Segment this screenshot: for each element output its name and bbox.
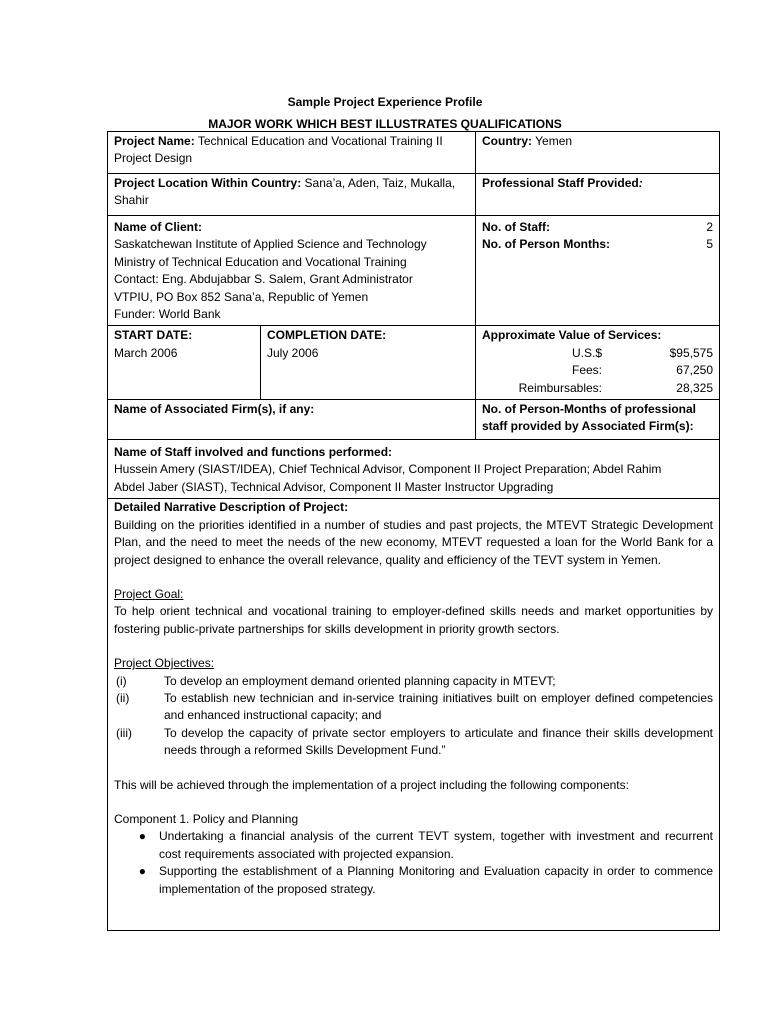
staff-functions-text: Hussein Amery (SIAST/IDEA), Chief Technical Advisor, Component II Project Preparation; Abdel Rahim [114, 462, 662, 477]
start-date-cell [108, 326, 261, 400]
objective-item [114, 690, 713, 725]
project-name-label: Project Name: [114, 134, 195, 148]
bullet-icon: ● [138, 864, 146, 879]
row-narrative [108, 499, 720, 931]
component1-heading: Component 1. Policy and Planning [114, 811, 299, 826]
objective-number: (i) [116, 673, 127, 688]
row-project-name [108, 132, 720, 174]
bullet-text: Supporting the establishment of a Planning Monitoring and Evaluation capacity in order to commence implementation of the proposed strategy. [159, 864, 713, 896]
client-cell [108, 216, 476, 326]
client-line: Contact: Eng. Abdujabbar S. Salem, Grant Administrator [114, 272, 413, 287]
goal-text: To help orient technical and vocational training to employer-defined skills needs and market opportunities by fostering public-private partnerships for skills development in priority growth sectors. [114, 604, 713, 636]
project-name-value: Technical Education and Vocational Training II [194, 134, 443, 148]
location-label: Project Location Within Country: [114, 176, 302, 190]
staff-functions-text-cont: Abdel Jaber (SIAST), Technical Advisor, Component II Master Instructor Upgrading [114, 479, 554, 494]
staff-count-label: No. of Staff: [482, 220, 550, 234]
start-date-label: START DATE: [114, 328, 193, 343]
services-fees-label: Fees: [571, 363, 602, 378]
associated-firms-label: Name of Associated Firm(s), if any: [114, 402, 315, 417]
staff-functions-label: Name of Staff involved and functions performed: [114, 445, 393, 460]
location-value-cont: Shahir [114, 193, 149, 208]
completion-date-value: July 2006 [267, 345, 319, 360]
services-value-cell [476, 326, 720, 400]
staff-provided-cell [476, 174, 720, 216]
narrative-cell [108, 499, 720, 931]
services-reimbursables-label: Reimbursables: [518, 380, 602, 395]
person-months-label: No. of Person Months: [482, 237, 610, 252]
start-date-value: March 2006 [114, 345, 178, 360]
associated-months-cell [476, 400, 720, 440]
completion-date-label: COMPLETION DATE: [267, 328, 387, 343]
location-value: Sana’a, Aden, Taiz, Mukalla, [301, 176, 456, 190]
staff-counts-cell [476, 216, 720, 326]
client-label: Name of Client: [114, 220, 203, 234]
bullet-icon: ● [138, 829, 146, 844]
row-client [108, 216, 720, 326]
staff-count-value: 2 [706, 220, 713, 234]
narrative-intro: Building on the priorities identified in a number of studies and past projects, the MTEVT Strategic Development Plan, and the need to meet the needs of the new economy, MTEVT requested a loan for the World Bank for a project designed to enhance the overall relevance, quality and efficiency of the TEVT system in Yemen. [114, 517, 713, 567]
services-usd-label: U.S.$ [571, 345, 602, 360]
objectives-heading: Project Objectives: [114, 656, 215, 671]
objective-item [114, 725, 713, 760]
country-value: Yemen [532, 134, 573, 148]
objective-number: (ii) [116, 690, 130, 705]
objective-text: To develop the capacity of private sector employers to articulate and finance their skills development needs through a reformed Skills Development Fund.” [164, 725, 713, 758]
component1-bullet [114, 863, 713, 898]
services-value-row [482, 380, 713, 397]
staff-functions-cell [108, 440, 720, 499]
objective-text: To establish new technician and in-service training initiatives built on employer defined competencies and enhanced instructional capacity; and [164, 690, 713, 723]
country-cell [476, 132, 720, 174]
services-fees-value: 67,250 [676, 363, 713, 378]
component1-bullet [114, 828, 713, 863]
services-usd-value: $95,575 [669, 345, 713, 360]
client-line: VTPIU, PO Box 852 Sana’a, Republic of Yemen [114, 289, 369, 304]
project-name-cell [108, 132, 476, 174]
objective-text: To develop an employment demand oriented planning capacity in MTEVT; [164, 673, 556, 688]
associated-months-label-cont: staff provided by Associated Firm(s): [482, 419, 694, 434]
completion-date-cell [261, 326, 476, 400]
services-reimbursables-value: 28,325 [676, 380, 713, 395]
row-dates [108, 326, 720, 400]
country-label: Country: [482, 134, 532, 148]
staff-provided-colon: : [638, 176, 643, 190]
services-value-row [482, 345, 713, 362]
objective-item [114, 673, 713, 690]
document-title: Sample Project Experience Profile [287, 95, 483, 109]
document-subtitle: MAJOR WORK WHICH BEST ILLUSTRATES QUALIFICATIONS [208, 117, 562, 131]
person-months-row [482, 236, 713, 253]
row-associated-firms [108, 400, 720, 440]
associated-months-label: No. of Person-Months of professional [482, 402, 697, 417]
objective-number: (iii) [116, 725, 132, 740]
services-value-label: Approximate Value of Services: [482, 328, 662, 343]
project-name-value-cont: Project Design [114, 151, 193, 166]
services-value-row [482, 362, 713, 379]
goal-heading: Project Goal: [114, 586, 184, 601]
associated-firms-cell [108, 400, 476, 440]
staff-provided-label: Professional Staff Provided [482, 176, 639, 190]
row-location [108, 174, 720, 216]
achieved-text: This will be achieved through the implementation of a project including the following components: [114, 777, 629, 792]
client-line: Ministry of Technical Education and Vocational Training [114, 254, 407, 269]
staff-count-row [482, 219, 713, 236]
location-cell [108, 174, 476, 216]
row-staff-functions [108, 440, 720, 499]
person-months-value: 5 [706, 237, 713, 252]
client-line: Funder: World Bank [114, 307, 221, 322]
client-line: Saskatchewan Institute of Applied Science and Technology [114, 237, 427, 252]
narrative-label: Detailed Narrative Description of Project: [114, 500, 349, 515]
bullet-text: Undertaking a financial analysis of the current TEVT system, together with investment and recurrent cost requirements associated with projected expansion. [159, 829, 713, 861]
project-profile-table [107, 131, 720, 931]
